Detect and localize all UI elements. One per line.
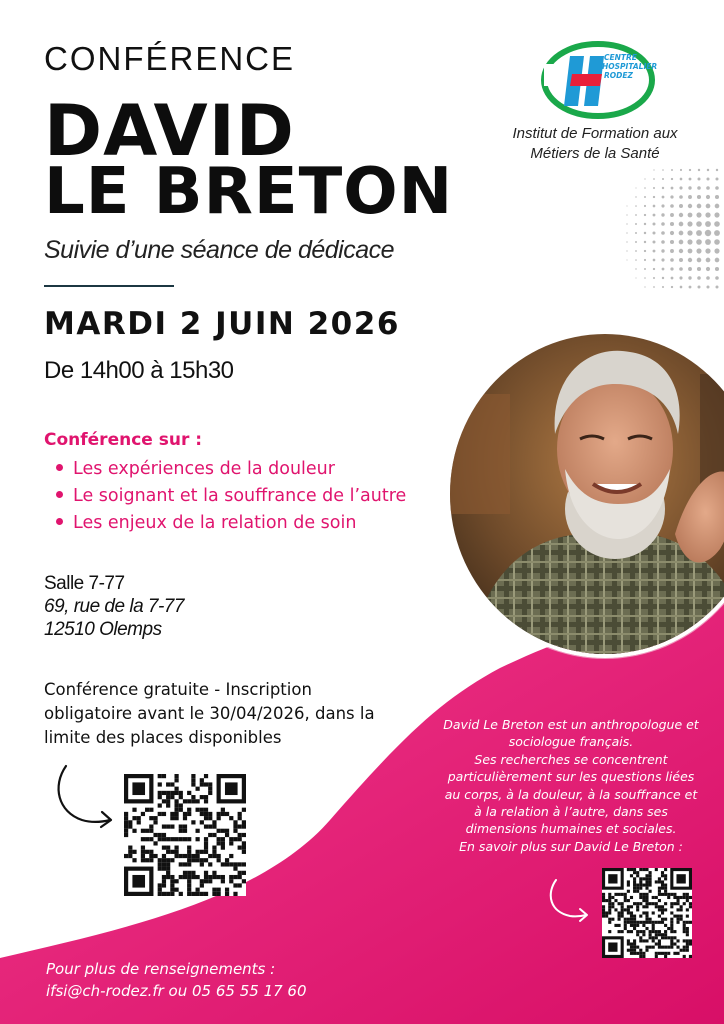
event-time: De 14h00 à 15h30 <box>44 357 234 384</box>
topics-heading: Conférence sur : <box>44 430 203 450</box>
halftone-dots <box>626 169 720 289</box>
venue-city: 12510 Olemps <box>44 619 162 640</box>
contact-info: Pour plus de renseignements : ifsi@ch-rodez.fr ou 05 65 55 17 60 <box>46 960 307 1000</box>
svg-text:HOSPITALIER: HOSPITALIER <box>602 62 658 71</box>
svg-text:CENTRE: CENTRE <box>604 53 637 62</box>
venue-street: 69, rue de la 7-77 <box>44 596 184 617</box>
venue-room: Salle 7-77 <box>44 573 125 594</box>
hospital-logo <box>540 36 660 122</box>
topics-list <box>56 456 406 537</box>
bullet-icon <box>56 491 63 498</box>
curved-arrow-icon <box>52 762 118 838</box>
venue-address <box>44 572 184 641</box>
divider <box>44 285 174 287</box>
speaker-bio: David Le Breton est un anthropologue et sociologue français. Ses recherches se concentrent particulièrement sur les questions liées au corps, à la douleur, à la souffrance et à la relation à l’autre, dans ses dimensions humaines et sociales. En savoir plus sur David Le Breton : <box>443 717 699 854</box>
list-item: Le soignant et la souffrance de l’autre <box>56 483 406 510</box>
speaker-name-line1: DAVID <box>44 90 295 172</box>
curved-arrow-icon <box>544 876 594 928</box>
event-date: MARDI 2 JUIN 2026 <box>44 306 400 342</box>
registration-text: Conférence gratuite - Inscription obligatoire avant le 30/04/2026, dans la limite des places disponibles <box>44 680 375 747</box>
pre-title: CONFÉRENCE <box>44 40 296 77</box>
svg-text:RODEZ: RODEZ <box>604 71 633 80</box>
bullet-icon <box>56 518 63 525</box>
subtitle: Suivie d’une séance de dédicace <box>44 236 395 264</box>
qr-code-icon[interactable] <box>602 868 692 958</box>
portrait-illustration <box>450 334 724 654</box>
list-item: Les enjeux de la relation de soin <box>56 510 406 537</box>
qr-code-icon[interactable] <box>124 774 246 896</box>
list-item: Les expériences de la douleur <box>56 456 406 483</box>
speaker-name-line2: LE BRETON <box>44 155 454 229</box>
contact-email-phone[interactable]: ifsi@ch-rodez.fr ou 05 65 55 17 60 <box>46 982 307 1000</box>
institute-name: Institut de Formation aux Métiers de la Santé <box>512 125 678 162</box>
bullet-icon <box>56 464 63 471</box>
